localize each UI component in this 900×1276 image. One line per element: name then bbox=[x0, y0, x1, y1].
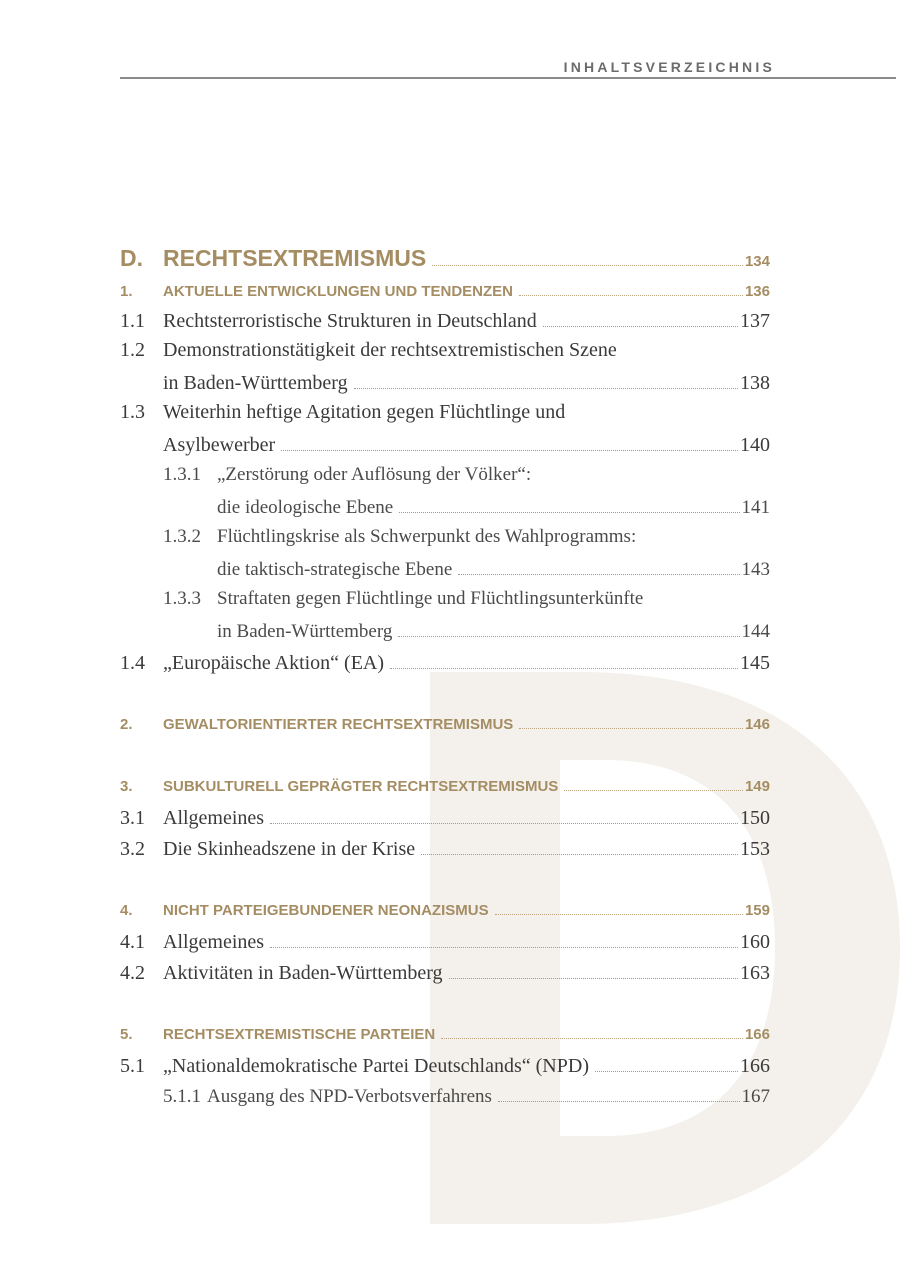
toc-entry-1-3-continuation[interactable] bbox=[120, 432, 770, 462]
toc-page: 167 bbox=[741, 1086, 770, 1108]
toc-number: 1. bbox=[120, 282, 133, 300]
toc-page: 138 bbox=[740, 372, 770, 394]
toc-entry-3-1[interactable] bbox=[120, 805, 770, 835]
toc-page: 160 bbox=[740, 931, 770, 953]
toc-title: Weiterhin heftige Agitation gegen Flüchtlinge und bbox=[163, 401, 566, 423]
dot-leader bbox=[458, 557, 739, 575]
toc-entry-1-2-continuation[interactable] bbox=[120, 370, 770, 400]
toc-title-continued: Asylbewerber bbox=[163, 434, 276, 456]
toc-entry-4-1[interactable] bbox=[120, 929, 770, 959]
toc-number: 3.2 bbox=[120, 838, 145, 860]
toc-page: 166 bbox=[740, 1055, 770, 1077]
toc-number: 5. bbox=[120, 1025, 133, 1043]
dot-leader bbox=[281, 432, 738, 451]
toc-page: 153 bbox=[740, 838, 770, 860]
toc-page: 137 bbox=[740, 310, 770, 332]
toc-title: Die Skinheadszene in der Krise bbox=[163, 838, 416, 860]
dot-leader bbox=[432, 244, 743, 266]
dot-leader bbox=[399, 495, 739, 513]
running-header: INHALTSVERZEICHNIS bbox=[563, 59, 775, 75]
dot-leader bbox=[519, 714, 743, 729]
toc-number: 2. bbox=[120, 715, 133, 733]
toc-title-continued: in Baden-Württemberg bbox=[163, 372, 348, 394]
toc-page: 136 bbox=[744, 282, 770, 300]
toc-page: 141 bbox=[741, 497, 770, 519]
dot-leader bbox=[495, 900, 743, 915]
dot-leader bbox=[543, 308, 738, 327]
toc-entry-1-2[interactable] bbox=[120, 339, 770, 369]
toc-title: RECHTSEXTREMISTISCHE PARTEIEN bbox=[163, 1025, 436, 1043]
toc-page: 143 bbox=[741, 559, 770, 581]
toc-title: AKTUELLE ENTWICKLUNGEN UND TENDENZEN bbox=[163, 282, 513, 300]
toc-page: 146 bbox=[744, 715, 770, 733]
toc-title: Straftaten gegen Flüchtlinge und Flüchtlingsunterkünfte bbox=[217, 588, 644, 609]
dot-leader bbox=[595, 1053, 738, 1072]
toc-entry-1[interactable] bbox=[120, 281, 770, 311]
toc-entry-1-3-1-continuation[interactable] bbox=[120, 495, 770, 525]
dot-leader bbox=[519, 281, 743, 296]
toc-entry-1-3[interactable] bbox=[120, 401, 770, 431]
dot-leader bbox=[270, 929, 738, 948]
toc-entry-1-3-1[interactable] bbox=[120, 464, 770, 494]
toc-title: RECHTSEXTREMISMUS bbox=[163, 244, 427, 271]
toc-number: 1.3.1 bbox=[163, 464, 201, 485]
toc-number: D. bbox=[120, 244, 143, 271]
toc-number: 1.1 bbox=[120, 310, 145, 332]
toc-page: 145 bbox=[740, 652, 770, 674]
toc-entry-3-2[interactable] bbox=[120, 836, 770, 866]
toc-title: Allgemeines bbox=[163, 931, 265, 953]
toc-page: 163 bbox=[740, 962, 770, 984]
toc-page: 159 bbox=[744, 901, 770, 919]
toc-number: 1.2 bbox=[120, 339, 145, 361]
toc-entry-1-3-2[interactable] bbox=[120, 526, 770, 556]
toc-title: Aktivitäten in Baden-Württemberg bbox=[163, 962, 443, 984]
toc-entry-1-3-3-continuation[interactable] bbox=[120, 619, 770, 649]
toc-chapter-d[interactable] bbox=[120, 244, 770, 274]
toc-page: 149 bbox=[744, 777, 770, 795]
toc-title: „Zerstörung oder Auflösung der Völker“: bbox=[217, 464, 532, 485]
toc-number: 1.3.2 bbox=[163, 526, 201, 547]
toc-entry-5[interactable] bbox=[120, 1024, 770, 1054]
toc-title: „Nationaldemokratische Partei Deutschlands“ (NPD) bbox=[163, 1055, 589, 1077]
toc-entry-2[interactable] bbox=[120, 714, 770, 744]
toc-number: 4.2 bbox=[120, 962, 145, 984]
toc-number: 1.3 bbox=[120, 401, 145, 423]
toc-entry-3[interactable] bbox=[120, 776, 770, 806]
toc-page: 140 bbox=[740, 434, 770, 456]
toc-entry-4[interactable] bbox=[120, 900, 770, 930]
toc-number: 5.1 bbox=[120, 1055, 145, 1077]
toc-number: 5.1.1 bbox=[163, 1086, 201, 1108]
dot-leader bbox=[398, 619, 739, 637]
toc-title-continued: die ideologische Ebene bbox=[217, 497, 394, 519]
dot-leader bbox=[421, 836, 738, 855]
toc-entry-1-1[interactable] bbox=[120, 308, 770, 338]
toc-number: 4. bbox=[120, 901, 133, 919]
dot-leader bbox=[498, 1084, 740, 1102]
toc-title: GEWALTORIENTIERTER RECHTSEXTREMISMUS bbox=[163, 715, 514, 733]
toc-page: 166 bbox=[744, 1025, 770, 1043]
toc-page: 134 bbox=[744, 252, 770, 270]
toc-title: Flüchtlingskrise als Schwerpunkt des Wahlprogramms: bbox=[217, 526, 637, 547]
toc-entry-5-1[interactable] bbox=[120, 1053, 770, 1083]
toc-number: 3. bbox=[120, 777, 133, 795]
toc-title: SUBKULTURELL GEPRÄGTER RECHTSEXTREMISMUS bbox=[163, 777, 559, 795]
toc-title: Rechtsterroristische Strukturen in Deutschland bbox=[163, 310, 537, 332]
toc-entry-4-2[interactable] bbox=[120, 960, 770, 990]
toc-title: NICHT PARTEIGEBUNDENER NEONAZISMUS bbox=[163, 901, 489, 919]
toc-number: 1.4 bbox=[120, 652, 145, 674]
toc-entry-1-4[interactable] bbox=[120, 650, 770, 680]
dot-leader bbox=[270, 805, 738, 824]
toc-title: Ausgang des NPD-Verbotsverfahrens bbox=[207, 1086, 492, 1108]
toc-title-continued: in Baden-Württemberg bbox=[217, 621, 393, 643]
toc-page: 150 bbox=[740, 807, 770, 829]
toc-title-continued: die taktisch-strategische Ebene bbox=[217, 559, 453, 581]
toc-number: 4.1 bbox=[120, 931, 145, 953]
dot-leader bbox=[564, 776, 743, 791]
toc-entry-5-1-1[interactable] bbox=[120, 1084, 770, 1114]
toc-title: Demonstrationstätigkeit der rechtsextremistischen Szene bbox=[163, 339, 617, 361]
toc-entry-1-3-2-continuation[interactable] bbox=[120, 557, 770, 587]
toc-number: 3.1 bbox=[120, 807, 145, 829]
dot-leader bbox=[441, 1024, 743, 1039]
dot-leader bbox=[390, 650, 738, 669]
dot-leader bbox=[449, 960, 738, 979]
toc-number: 1.3.3 bbox=[163, 588, 201, 609]
toc-page: 144 bbox=[741, 621, 770, 643]
toc-title: „Europäische Aktion“ (EA) bbox=[163, 652, 385, 674]
toc-title: Allgemeines bbox=[163, 807, 265, 829]
toc-entry-1-3-3[interactable] bbox=[120, 588, 770, 618]
dot-leader bbox=[354, 370, 738, 389]
